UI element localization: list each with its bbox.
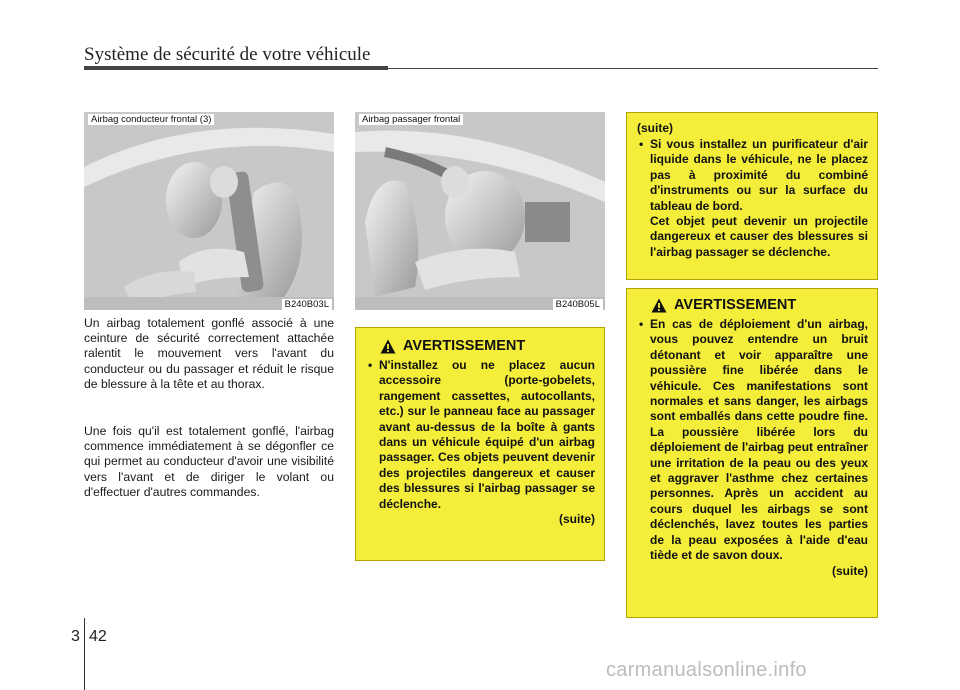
watermark: carmanualsonline.info [606, 659, 807, 681]
body-paragraph-1: Un airbag totalement gonflé associé à une ceinture de sécurité correctement attachée ralentit le mouvement vers l'avant du conducteur ou du passager et réduit le risque de blessure à la tête et au thorax. [84, 316, 334, 391]
warning-header [651, 297, 868, 313]
figure-caption: Airbag passager frontal [359, 114, 463, 125]
bullet: • [368, 358, 373, 372]
warning-text-content: En cas de déploiement d'un airbag, vous pouvez entendre un bruit détonant et voir apparaître une poussière fine libérée dans le véhicule. Ces manifestations sont normales et sans danger, les airbags sont emballés dans cette poudre fine. La poussière libérée lors du déploiement de l'airbag peut entraîner une irritation de la peau ou des yeux et aggraver l'asthme chez certaines personnes. Après un accident au cours duquel les airbags se sont déclenchés, lavez toutes les parties de la peau exposées à l'aide d'eau tiède et de savon doux. [650, 317, 868, 563]
warning-header [380, 338, 595, 354]
warning-text-secondary: Cet objet peut devenir un projectile dangereux et causer des blessures si l'airbag passager se déclenche. [650, 214, 868, 259]
bullet: • [639, 317, 644, 331]
warning-triangle-icon [380, 339, 396, 354]
continued-label: (suite) [559, 512, 595, 527]
warning-box-deployment-dust [626, 288, 878, 618]
warning-title: AVERTISSEMENT [674, 297, 797, 313]
warning-text [637, 137, 868, 214]
warning-box-accessories [355, 327, 605, 561]
header-rule-thick [84, 66, 388, 70]
passenger-airbag-illustration [355, 112, 605, 310]
warning-triangle-icon [651, 298, 667, 313]
body-paragraph-2: Une fois qu'il est totalement gonflé, l'airbag commence immédiatement à se dégonfler ce qui permet au conducteur d'avoir une visibilité vers l'avant et de diriger le volant ou d'effectuer d'autres commandes. [84, 424, 334, 499]
continued-label: (suite) [637, 121, 673, 135]
warning-text [366, 358, 595, 512]
figure-caption: Airbag conducteur frontal (3) [88, 114, 214, 125]
figure-code: B240B05L [553, 299, 603, 310]
page-number: 42 [89, 628, 107, 645]
warning-box-air-freshener [626, 112, 878, 280]
warning-text-content: N'installez ou ne placez aucun accessoire (porte-gobelets, rangement cassettes, autocollants, etc.) sur le panneau face au passager avant au-dessus de la boîte à gants dans un véhicule équipé d'un airbag passager. Ces objets peuvent devenir des projectiles dangereux et causer des blessures si l'airbag passager se déclenche. [379, 358, 595, 511]
figure-code: B240B03L [282, 299, 332, 310]
footer-vertical-rule [84, 618, 85, 690]
passenger-airbag-figure [355, 112, 605, 310]
warning-text [637, 317, 868, 564]
page-header-title: Système de sécurité de votre véhicule [84, 44, 371, 65]
driver-airbag-illustration [84, 112, 334, 310]
header-rule-thin [388, 68, 878, 69]
warning-text-content: Si vous installez un purificateur d'air liquide dans le véhicule, ne le placez pas à proximité du combiné d'instruments ou sur la surface du tableau de bord. [650, 137, 868, 213]
driver-airbag-figure [84, 112, 334, 310]
chapter-number: 3 [71, 628, 80, 645]
bullet: • [639, 137, 644, 151]
warning-title: AVERTISSEMENT [403, 338, 526, 354]
continued-label: (suite) [832, 563, 868, 578]
